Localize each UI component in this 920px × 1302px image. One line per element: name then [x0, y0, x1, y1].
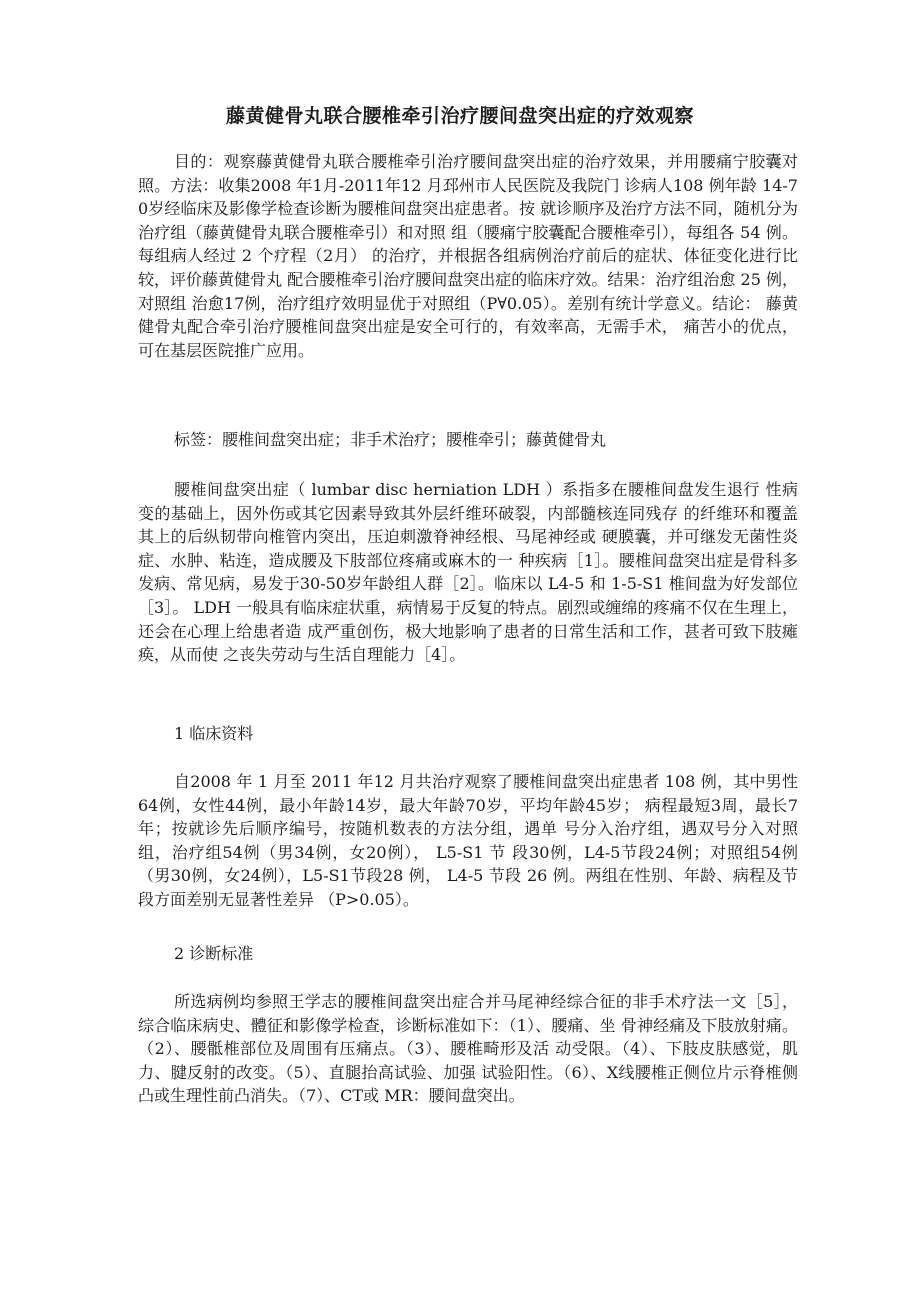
section-1-heading: 1 临床资料 [174, 724, 254, 743]
section-2-heading: 2 诊断标准 [174, 944, 254, 963]
paper-title: 藤黄健骨丸联合腰椎牵引治疗腰间盘突出症的疗效观察 [225, 105, 694, 127]
section-1-body: 自2008 年 1 月至 2011 年12 月共治疗观察了腰椎间盘突出症患者 108 例，其中男性64例，女性44例，最小年龄14岁，最大年龄70岁，平均年龄45岁； 病程最短3周，最长7年；按就诊先后顺序编号，按随机数表的方法分组，遇单 号分入治疗组，遇双号分入对照组，治疗组54例（男34例，女20例）， L5-S1 节 段30例，L4-5节段24例；对照组54例（男30例，女24例），L5-S1节段28 例， L4-5 节段 26 例。两组在性别、年龄、病程及节段方面差别无显著性差异 （P>0.05）。 [138, 772, 798, 909]
abstract-paragraph: 目的：观察藤黄健骨丸联合腰椎牵引治疗腰间盘突出症的治疗效果，并用腰痛宁胶囊对照。方法：收集2008 年1月-2011年12 月邳州市人民医院及我院门 诊病人108 例年龄 14-70岁经临床及影像学检查诊断为腰椎间盘突出症患者。按 就诊顺序及治疗方法不同，随机分为治疗组（藤黄健骨丸联合腰椎牵引）和对照 组（腰痛宁胶囊配合腰椎牵引），每组各 54 例。每组病人经过 2 个疗程（2月） 的治疗，并根据各组病例治疗前后的症状、体征变化进行比较，评价藤黄健骨丸 配合腰椎牵引治疗腰间盘突出症的临床疗效。结果：治疗组治愈 25 例，对照组 治愈17例，治疗组疗效明显优于对照组（P∀0.05）。差别有统计学意义。结论： 藤黄健骨丸配合牵引治疗腰椎间盘突出症是安全可行的，有效率高，无需手术， 痛苦小的优点，可在基层医院推广应用。 [138, 152, 798, 360]
introduction-paragraph: 腰椎间盘突出症（ lumbar disc herniation LDH ）系指多在腰椎间盘发生退行 性病变的基础上，因外伤或其它因素导致其外层纤维环破裂，内部髓核连同残存 的纤维环和覆盖其上的后纵韧带向椎管内突出，压迫刺激脊神经根、马尾神经或 硬膜囊，并可继发无菌性炎症、水肿、粘连，造成腰及下肢部位疼痛或麻木的一 种疾病［1］。腰椎间盘突出症是骨科多发病、常见病，易发于30-50岁年龄组人群［2］。临床以 L4-5 和 1-5-S1 椎间盘为好发部位［3］。 LDH 一般具有临床症状重，病情易于反复的特点。剧烈或缠绵的疼痛不仅在生理上，还会在心理上给患者造 成严重创伤，极大地影响了患者的日常生活和工作，甚者可致下肢瘫痪，从而使 之丧失劳动与生活自理能力［4］。 [138, 480, 798, 665]
section-2-body: 所选病例均参照王学志的腰椎间盘突出症合并马尾神经综合征的非手术疗法一文［5］，综合临床病史、體征和影像学检查，诊断标准如下：（1）、腰痛、坐 骨神经痛及下肢放射痛。（2）、腰骶椎部位及周围有压痛点。（3）、腰椎畸形及活 动受限。（4）、下肢皮肤感觉，肌力、腱反射的改变。（5）、直腿抬高试验、加强 试验阳性。（6）、X线腰椎正侧位片示脊椎侧凸或生理性前凸消失。（7）、CT或 MR：腰间盘突出。 [138, 992, 798, 1106]
keywords-paragraph: 标签：腰椎间盘突出症；非手术治疗；腰椎牵引；藤黄健骨丸 [174, 430, 607, 449]
